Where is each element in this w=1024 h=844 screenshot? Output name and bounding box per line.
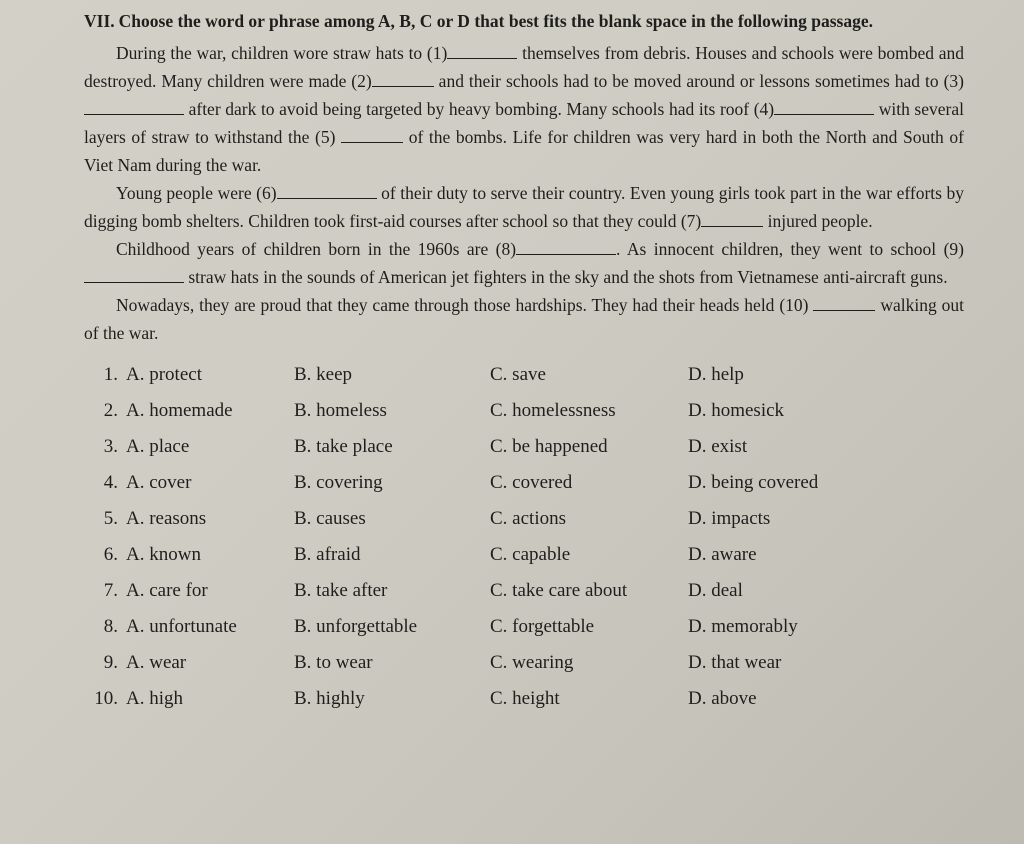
passage-text: with several layers of straw to withstand the (5) bbox=[84, 99, 964, 147]
question-row bbox=[84, 501, 964, 537]
section-heading bbox=[84, 8, 964, 35]
option-a: A. reasons bbox=[126, 508, 207, 529]
question-row bbox=[84, 609, 964, 645]
passage-paragraph-3 bbox=[84, 235, 964, 291]
question-row bbox=[84, 645, 964, 681]
question-row bbox=[84, 465, 964, 501]
blank-6 bbox=[277, 182, 377, 199]
answer-options-table bbox=[84, 357, 964, 717]
passage-paragraph-2 bbox=[84, 179, 964, 235]
option-c: C. covered bbox=[490, 472, 573, 493]
option-a: A. care for bbox=[126, 580, 208, 601]
option-a: A. homemade bbox=[126, 400, 233, 421]
passage-paragraph-1 bbox=[84, 39, 964, 179]
option-b: B. keep bbox=[294, 364, 353, 385]
question-number: 9. bbox=[103, 652, 118, 673]
blank-2 bbox=[372, 70, 434, 87]
option-c: C. height bbox=[490, 688, 560, 709]
passage-text: Nowadays, they are proud that they came through those hardships. They had their heads held (10) bbox=[116, 295, 814, 315]
blank-1 bbox=[447, 42, 517, 59]
option-c: C. forgettable bbox=[490, 616, 595, 637]
option-a: A. known bbox=[126, 544, 201, 565]
blank-5 bbox=[341, 126, 403, 143]
section-number: VII. bbox=[84, 11, 115, 31]
passage-text: walking out of the war. bbox=[84, 295, 964, 343]
question-number: 6. bbox=[103, 544, 118, 565]
option-d: D. impacts bbox=[688, 508, 771, 529]
question-number: 4. bbox=[103, 472, 118, 493]
option-c: C. wearing bbox=[490, 652, 574, 673]
option-b: B. highly bbox=[294, 688, 365, 709]
blank-9 bbox=[84, 266, 184, 283]
question-row bbox=[84, 573, 964, 609]
question-row bbox=[84, 393, 964, 429]
option-d: D. exist bbox=[688, 436, 748, 457]
option-b: B. take place bbox=[294, 436, 393, 457]
option-d: D. memorably bbox=[688, 616, 798, 637]
option-b: B. to wear bbox=[294, 652, 373, 673]
question-number: 10. bbox=[94, 688, 118, 709]
question-row bbox=[84, 357, 964, 393]
passage-text: of their duty to serve their country. Even young girls took part in the war efforts by digging bomb shelters. Children took first-aid courses after school so that they could (7) bbox=[84, 183, 964, 231]
passage-text: after dark to avoid being targeted by heavy bombing. Many schools had its roof (4) bbox=[184, 99, 775, 119]
option-a: A. place bbox=[126, 436, 190, 457]
passage-text: themselves from debris. Houses and schools were bombed and destroyed. Many children were made (2) bbox=[84, 43, 965, 91]
passage-paragraph-4 bbox=[84, 291, 964, 347]
question-number: 8. bbox=[103, 616, 118, 637]
section-instruction: Choose the word or phrase among A, B, C or D that best fits the blank space in the following passage. bbox=[118, 11, 873, 31]
passage-text: and their schools had to be moved around or lessons sometimes had to (3) bbox=[433, 71, 964, 91]
blank-10 bbox=[813, 294, 875, 311]
passage-text: Young people were (6) bbox=[116, 183, 277, 203]
passage-text: Childhood years of children born in the 1960s are (8) bbox=[116, 239, 517, 259]
option-c: C. capable bbox=[490, 544, 571, 565]
option-a: A. cover bbox=[126, 472, 192, 493]
option-a: A. wear bbox=[126, 652, 187, 673]
option-c: C. homelessness bbox=[490, 400, 616, 421]
question-row bbox=[84, 537, 964, 573]
option-d: D. deal bbox=[688, 580, 743, 601]
option-d: D. homesick bbox=[688, 400, 785, 421]
option-c: C. take care about bbox=[490, 580, 628, 601]
option-d: D. help bbox=[688, 364, 744, 385]
question-number: 5. bbox=[103, 508, 118, 529]
question-number: 7. bbox=[103, 580, 118, 601]
question-number: 1. bbox=[103, 364, 118, 385]
option-a: A. unfortunate bbox=[126, 616, 237, 637]
question-row bbox=[84, 681, 964, 717]
option-c: C. actions bbox=[490, 508, 566, 529]
option-a: A. protect bbox=[126, 364, 202, 385]
passage-text: During the war, children wore straw hats to (1) bbox=[116, 43, 448, 63]
question-row bbox=[84, 429, 964, 465]
blank-3 bbox=[84, 98, 184, 115]
question-number: 3. bbox=[103, 436, 118, 457]
option-b: B. take after bbox=[294, 580, 388, 601]
option-b: B. covering bbox=[294, 472, 383, 493]
passage-text: of the bombs. Life for children was very hard in both the North and South of Viet Nam during the war. bbox=[84, 127, 965, 175]
option-d: D. above bbox=[688, 688, 757, 709]
question-number: 2. bbox=[103, 400, 118, 421]
blank-7 bbox=[701, 210, 763, 227]
option-b: B. causes bbox=[294, 508, 366, 529]
option-d: D. being covered bbox=[688, 472, 819, 493]
option-b: B. afraid bbox=[294, 544, 361, 565]
passage-text: injured people. bbox=[763, 211, 873, 231]
blank-4 bbox=[774, 98, 874, 115]
blank-8 bbox=[516, 238, 616, 255]
option-d: D. that wear bbox=[688, 652, 782, 673]
passage-text: straw hats in the sounds of American jet fighters in the sky and the shots from Vietnamese anti-aircraft guns. bbox=[184, 267, 948, 287]
option-b: B. unforgettable bbox=[294, 616, 418, 637]
passage-text: . As innocent children, they went to school (9) bbox=[616, 239, 964, 259]
option-d: D. aware bbox=[688, 544, 757, 565]
option-a: A. high bbox=[126, 688, 183, 709]
option-b: B. homeless bbox=[294, 400, 387, 421]
option-c: C. save bbox=[490, 364, 546, 385]
option-c: C. be happened bbox=[490, 436, 608, 457]
